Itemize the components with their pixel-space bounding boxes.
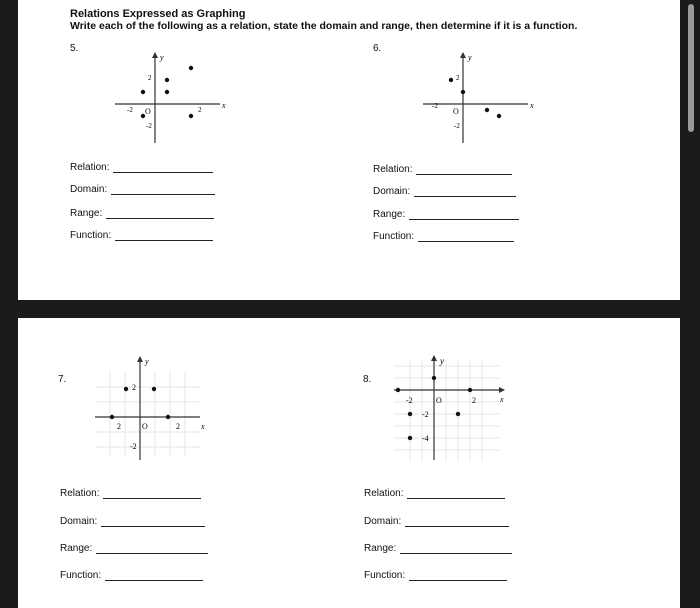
problem-8-domain-field[interactable] <box>364 516 509 527</box>
tick-label-y-pos: 2 <box>132 383 136 392</box>
tick-label-y-pos: 2 <box>456 74 460 82</box>
domain-answer-line[interactable] <box>414 187 516 197</box>
tick-label-y-neg: -2 <box>130 442 137 451</box>
tick-label-x-pos: 2 <box>472 396 476 405</box>
problem-6-graph <box>418 48 538 148</box>
tick-label-x-neg: 2 <box>117 422 121 431</box>
y-axis-arrow <box>431 355 437 361</box>
y-axis-arrow <box>152 52 158 58</box>
x-axis-label: x <box>530 101 534 110</box>
plotted-point <box>166 415 170 419</box>
problem-6-domain-field[interactable] <box>373 186 516 197</box>
range-answer-line[interactable] <box>409 210 519 220</box>
domain-label: Domain: <box>373 186 411 197</box>
function-label: Function: <box>70 230 112 241</box>
worksheet-instructions: Write each of the following as a relation, state the domain and range, then determine if it is a function. <box>70 20 578 32</box>
relation-answer-line[interactable] <box>416 165 512 175</box>
problem-7-range-field[interactable] <box>60 543 208 554</box>
domain-answer-line[interactable] <box>101 517 205 527</box>
plotted-point <box>165 90 169 94</box>
plotted-point <box>141 114 145 118</box>
range-label: Range: <box>364 543 397 554</box>
problem-5-function-field[interactable] <box>70 230 213 241</box>
tick-label-y-neg: -2 <box>454 122 460 130</box>
plotted-point <box>461 90 465 94</box>
range-answer-line[interactable] <box>400 544 512 554</box>
domain-answer-line[interactable] <box>405 517 509 527</box>
x-axis-label: x <box>500 395 504 404</box>
problem-6-range-field[interactable] <box>373 209 519 220</box>
problem-8-function-field[interactable] <box>364 570 507 581</box>
problem-6-relation-field[interactable] <box>373 164 512 175</box>
plotted-point <box>468 388 472 392</box>
problem-6-number: 6. <box>373 43 382 54</box>
worksheet-title: Relations Expressed as Graphing <box>70 8 246 20</box>
tick-label-x-pos: 2 <box>176 422 180 431</box>
tick-label-y-pos: 2 <box>148 74 152 82</box>
range-label: Range: <box>60 543 93 554</box>
problem-5-domain-field[interactable] <box>70 184 215 195</box>
function-answer-line[interactable] <box>418 232 514 242</box>
function-answer-line[interactable] <box>115 231 213 241</box>
origin-label: O <box>142 422 148 431</box>
function-answer-line[interactable] <box>409 571 507 581</box>
plotted-point <box>396 388 400 392</box>
x-axis-label: x <box>222 101 226 110</box>
tick-label-x-neg: -2 <box>127 106 133 114</box>
tick-label-x-neg: -2 <box>406 396 413 405</box>
function-label: Function: <box>364 570 406 581</box>
problem-7-function-field[interactable] <box>60 570 203 581</box>
scrollbar[interactable] <box>688 4 694 132</box>
plotted-point <box>141 90 145 94</box>
relation-label: Relation: <box>60 488 100 499</box>
tick-label-x-neg: -2 <box>432 102 438 110</box>
problem-8-graph <box>386 352 526 462</box>
tick-label-x-pos: 2 <box>198 106 202 114</box>
problem-7-relation-field[interactable] <box>60 488 201 499</box>
range-answer-line[interactable] <box>96 544 208 554</box>
x-axis-label: x <box>201 422 205 431</box>
plotted-point <box>408 436 412 440</box>
range-answer-line[interactable] <box>106 209 214 219</box>
relation-answer-line[interactable] <box>113 163 213 173</box>
y-axis-label: y <box>160 53 164 62</box>
range-label: Range: <box>373 209 406 220</box>
plotted-point <box>165 78 169 82</box>
tick-label-y-neg: -2 <box>146 122 152 130</box>
worksheet-page-1 <box>18 0 680 300</box>
function-label: Function: <box>60 570 102 581</box>
plotted-point <box>456 412 460 416</box>
plotted-point <box>497 114 501 118</box>
relation-label: Relation: <box>373 164 413 175</box>
problem-8-range-field[interactable] <box>364 543 512 554</box>
plotted-point <box>449 78 453 82</box>
range-label: Range: <box>70 208 103 219</box>
problem-5-relation-field[interactable] <box>70 162 213 173</box>
problem-5-graph <box>110 48 230 148</box>
problem-7-domain-field[interactable] <box>60 516 205 527</box>
problem-8-relation-field[interactable] <box>364 488 505 499</box>
plotted-point <box>152 387 156 391</box>
relation-answer-line[interactable] <box>103 489 201 499</box>
x-axis-arrow <box>499 387 505 393</box>
y-axis-arrow <box>460 52 466 58</box>
y-axis-label: y <box>468 53 472 62</box>
domain-answer-line[interactable] <box>111 185 215 195</box>
problem-5-range-field[interactable] <box>70 208 214 219</box>
origin-label: O <box>436 396 442 405</box>
problem-7-graph <box>90 352 220 462</box>
origin-label: O <box>453 107 459 116</box>
worksheet-page-2 <box>18 318 680 608</box>
y-axis-label: y <box>440 356 444 366</box>
tick-label-y-neg2: -4 <box>422 434 429 443</box>
function-answer-line[interactable] <box>105 571 203 581</box>
problem-7-number: 7. <box>58 374 67 385</box>
y-axis-label: y <box>145 357 149 366</box>
plotted-point <box>110 415 114 419</box>
origin-label: O <box>145 107 151 116</box>
plotted-point <box>124 387 128 391</box>
plotted-point <box>408 412 412 416</box>
tick-label-y-neg: -2 <box>422 410 429 419</box>
function-label: Function: <box>373 231 415 242</box>
y-axis-arrow <box>137 356 143 362</box>
domain-label: Domain: <box>70 184 108 195</box>
problem-5-number: 5. <box>70 43 79 54</box>
relation-label: Relation: <box>364 488 404 499</box>
domain-label: Domain: <box>60 516 98 527</box>
plotted-point <box>189 114 193 118</box>
plotted-point <box>485 108 489 112</box>
relation-label: Relation: <box>70 162 110 173</box>
plotted-point <box>189 66 193 70</box>
domain-label: Domain: <box>364 516 402 527</box>
problem-6-function-field[interactable] <box>373 231 514 242</box>
relation-answer-line[interactable] <box>407 489 505 499</box>
problem-8-number: 8. <box>363 374 372 385</box>
plotted-point <box>432 376 436 380</box>
